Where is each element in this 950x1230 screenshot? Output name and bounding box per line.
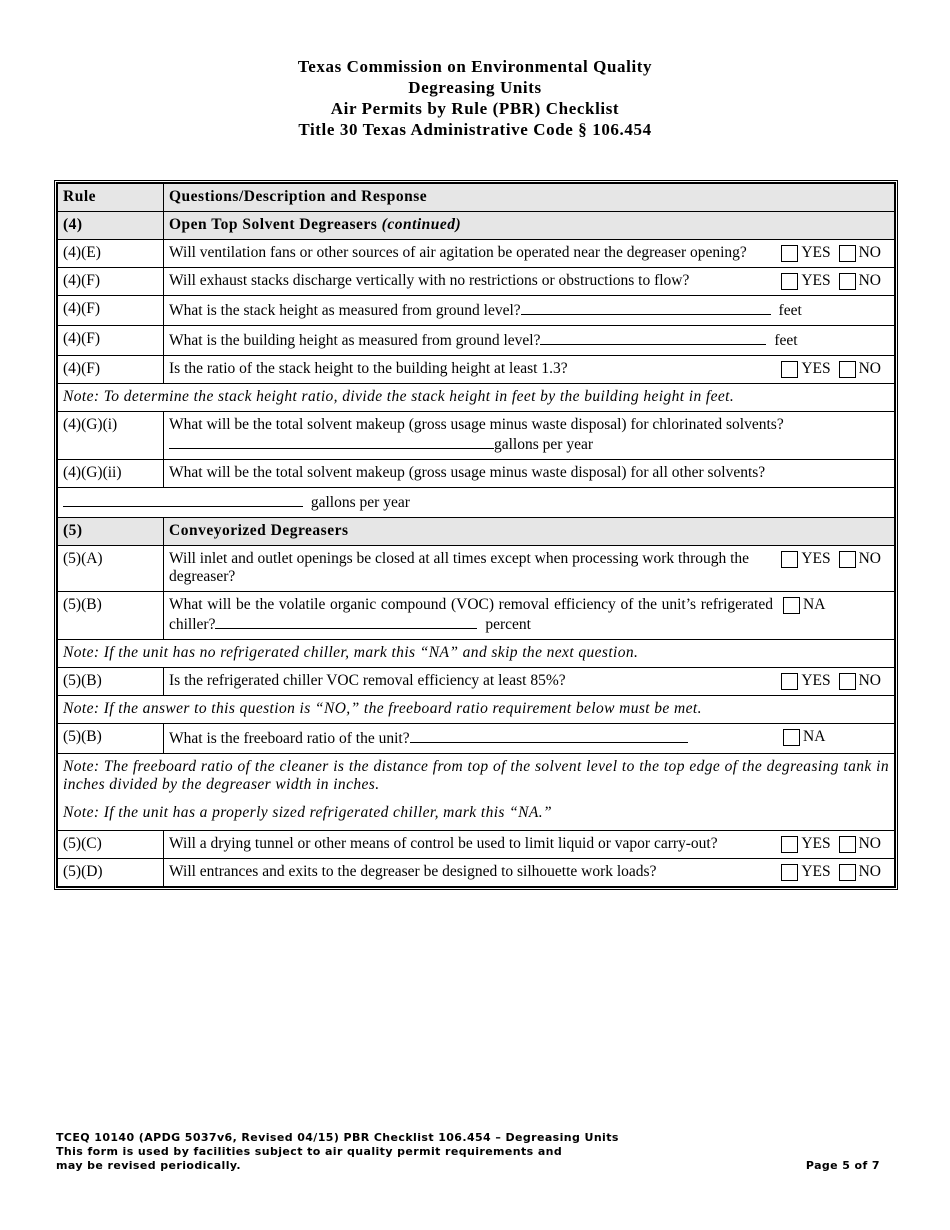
building-height-field[interactable] [540, 330, 766, 345]
rule-cell: (4)(E) [58, 240, 164, 268]
note-row [58, 754, 895, 831]
checklist-table [54, 180, 898, 890]
table-row [58, 240, 895, 268]
page-header [0, 56, 950, 140]
unit-label: percent [485, 616, 531, 633]
section-title: Open Top Solvent Degreasers (continued) [164, 212, 895, 240]
question-text: Will a drying tunnel or other means of control be used to limit liquid or vapor carry-out? [169, 835, 718, 852]
question-text: Is the refrigerated chiller VOC removal efficiency at least 85%? [169, 672, 566, 689]
yes-checkbox[interactable] [781, 864, 798, 881]
table-row [58, 356, 895, 384]
question-text: What will be the volatile organic compound (VOC) removal efficiency of the unit’s refrigerated chiller? [169, 596, 773, 633]
na-checkbox[interactable] [783, 729, 800, 746]
table-row [58, 460, 895, 488]
note-row [58, 696, 895, 724]
table-row [58, 412, 895, 460]
section-rule: (5) [58, 518, 164, 546]
table-row [58, 668, 895, 696]
chlorinated-makeup-field[interactable] [169, 434, 494, 449]
rule-cell: (5)(D) [58, 859, 164, 887]
voc-efficiency-field[interactable] [215, 614, 477, 629]
col-rule-header: Rule [58, 184, 164, 212]
no-checkbox[interactable] [839, 836, 856, 853]
no-label: NO [858, 672, 881, 689]
note-text: Note: If the answer to this question is “NO,” the freeboard ratio requirement below must be met. [58, 696, 895, 724]
no-checkbox[interactable] [839, 673, 856, 690]
header-agency: Texas Commission on Environmental Quality [297, 57, 653, 76]
section-header-4 [58, 212, 895, 240]
unit-label: gallons per year [310, 494, 410, 511]
footer-note-1: This form is used by facilities subject to air quality permit requirements and [56, 1145, 563, 1158]
question-text: Will exhaust stacks discharge vertically with no restrictions or obstructions to flow? [169, 272, 690, 289]
rule-cell: (5)(B) [58, 592, 164, 640]
no-checkbox[interactable] [839, 273, 856, 290]
table-row [58, 592, 895, 640]
answer-row [58, 488, 895, 518]
yes-label: YES [801, 244, 831, 261]
na-checkbox[interactable] [783, 597, 800, 614]
question-text: Will entrances and exits to the degreaser be designed to silhouette work loads? [169, 863, 657, 880]
no-label: NO [858, 272, 881, 289]
table-row [58, 724, 895, 754]
question-text: What will be the total solvent makeup (gross usage minus waste disposal) for all other solvents? [164, 460, 895, 488]
no-checkbox[interactable] [839, 361, 856, 378]
section-header-5 [58, 518, 895, 546]
footer-note-2: may be revised periodically. [56, 1159, 242, 1172]
yes-label: YES [801, 550, 831, 567]
page-footer [56, 1131, 619, 1173]
yes-label: YES [801, 360, 831, 377]
na-label: NA [803, 596, 826, 613]
note-row [58, 384, 895, 412]
col-questions-header: Questions/Description and Response [164, 184, 895, 212]
note-text: Note: If the unit has no refrigerated chiller, mark this “NA” and skip the next question. [58, 640, 895, 668]
unit-label: feet [778, 302, 802, 319]
page-number: Page 5 of 7 [805, 1159, 880, 1172]
header-checklist-title: Air Permits by Rule (PBR) Checklist [330, 99, 620, 118]
question-text: What is the building height as measured from ground level? [169, 332, 541, 349]
rule-cell: (5)(B) [58, 668, 164, 696]
note-text: Note: The freeboard ratio of the cleaner is the distance from top of the solvent level to the top edge of the degreasing tank in inches divided by the degreaser width in inches. [63, 758, 889, 793]
rule-cell: (5)(B) [58, 724, 164, 754]
yes-label: YES [801, 863, 831, 880]
unit-label: gallons per year [494, 436, 593, 453]
table-row [58, 546, 895, 592]
table-row [58, 326, 895, 356]
yes-label: YES [801, 835, 831, 852]
freeboard-ratio-field[interactable] [410, 728, 688, 743]
question-text: Will inlet and outlet openings be closed at all times except when processing work through the degreaser? [169, 550, 750, 585]
footer-form-id: TCEQ 10140 (APDG 5037v6, Revised 04/15) PBR Checklist 106.454 – Degreasing Units [56, 1131, 619, 1144]
no-checkbox[interactable] [839, 245, 856, 262]
question-text: What is the stack height as measured from ground level? [169, 302, 521, 319]
question-text: What will be the total solvent makeup (gross usage minus waste disposal) for chlorinated solvents? [169, 416, 784, 433]
table-row [58, 831, 895, 859]
na-label: NA [803, 728, 826, 745]
table-row [58, 296, 895, 326]
yes-checkbox[interactable] [781, 673, 798, 690]
yes-checkbox[interactable] [781, 836, 798, 853]
header-code: Title 30 Texas Administrative Code § 106.454 [298, 120, 652, 139]
question-text: Is the ratio of the stack height to the building height at least 1.3? [169, 360, 568, 377]
question-text: Will ventilation fans or other sources of air agitation be operated near the degreaser opening? [169, 244, 747, 261]
no-checkbox[interactable] [839, 551, 856, 568]
section-rule: (4) [58, 212, 164, 240]
table-row [58, 859, 895, 887]
other-makeup-field[interactable] [63, 492, 303, 507]
yes-checkbox[interactable] [781, 245, 798, 262]
note-text: Note: To determine the stack height ratio, divide the stack height in feet by the building height in feet. [58, 384, 895, 412]
no-label: NO [858, 244, 881, 261]
note-row [58, 640, 895, 668]
no-label: NO [858, 835, 881, 852]
yes-label: YES [801, 272, 831, 289]
table-row [58, 268, 895, 296]
no-checkbox[interactable] [839, 864, 856, 881]
question-text: What is the freeboard ratio of the unit? [169, 730, 410, 747]
yes-checkbox[interactable] [781, 361, 798, 378]
table-header-row [58, 184, 895, 212]
yes-label: YES [801, 672, 831, 689]
rule-cell: (4)(F) [58, 268, 164, 296]
rule-cell: (5)(C) [58, 831, 164, 859]
no-label: NO [858, 550, 881, 567]
no-label: NO [858, 360, 881, 377]
header-subject: Degreasing Units [408, 78, 542, 97]
unit-label: feet [774, 332, 798, 349]
section-title: Conveyorized Degreasers [164, 518, 895, 546]
rule-cell: (4)(F) [58, 296, 164, 326]
stack-height-field[interactable] [521, 300, 771, 315]
rule-cell: (4)(G)(ii) [58, 460, 164, 488]
rule-cell: (4)(G)(i) [58, 412, 164, 460]
yes-checkbox[interactable] [781, 273, 798, 290]
rule-cell: (4)(F) [58, 326, 164, 356]
note-text: Note: If the unit has a properly sized refrigerated chiller, mark this “NA.” [63, 804, 553, 821]
rule-cell: (5)(A) [58, 546, 164, 592]
section-continued: (continued) [381, 216, 462, 233]
rule-cell: (4)(F) [58, 356, 164, 384]
yes-checkbox[interactable] [781, 551, 798, 568]
no-label: NO [858, 863, 881, 880]
